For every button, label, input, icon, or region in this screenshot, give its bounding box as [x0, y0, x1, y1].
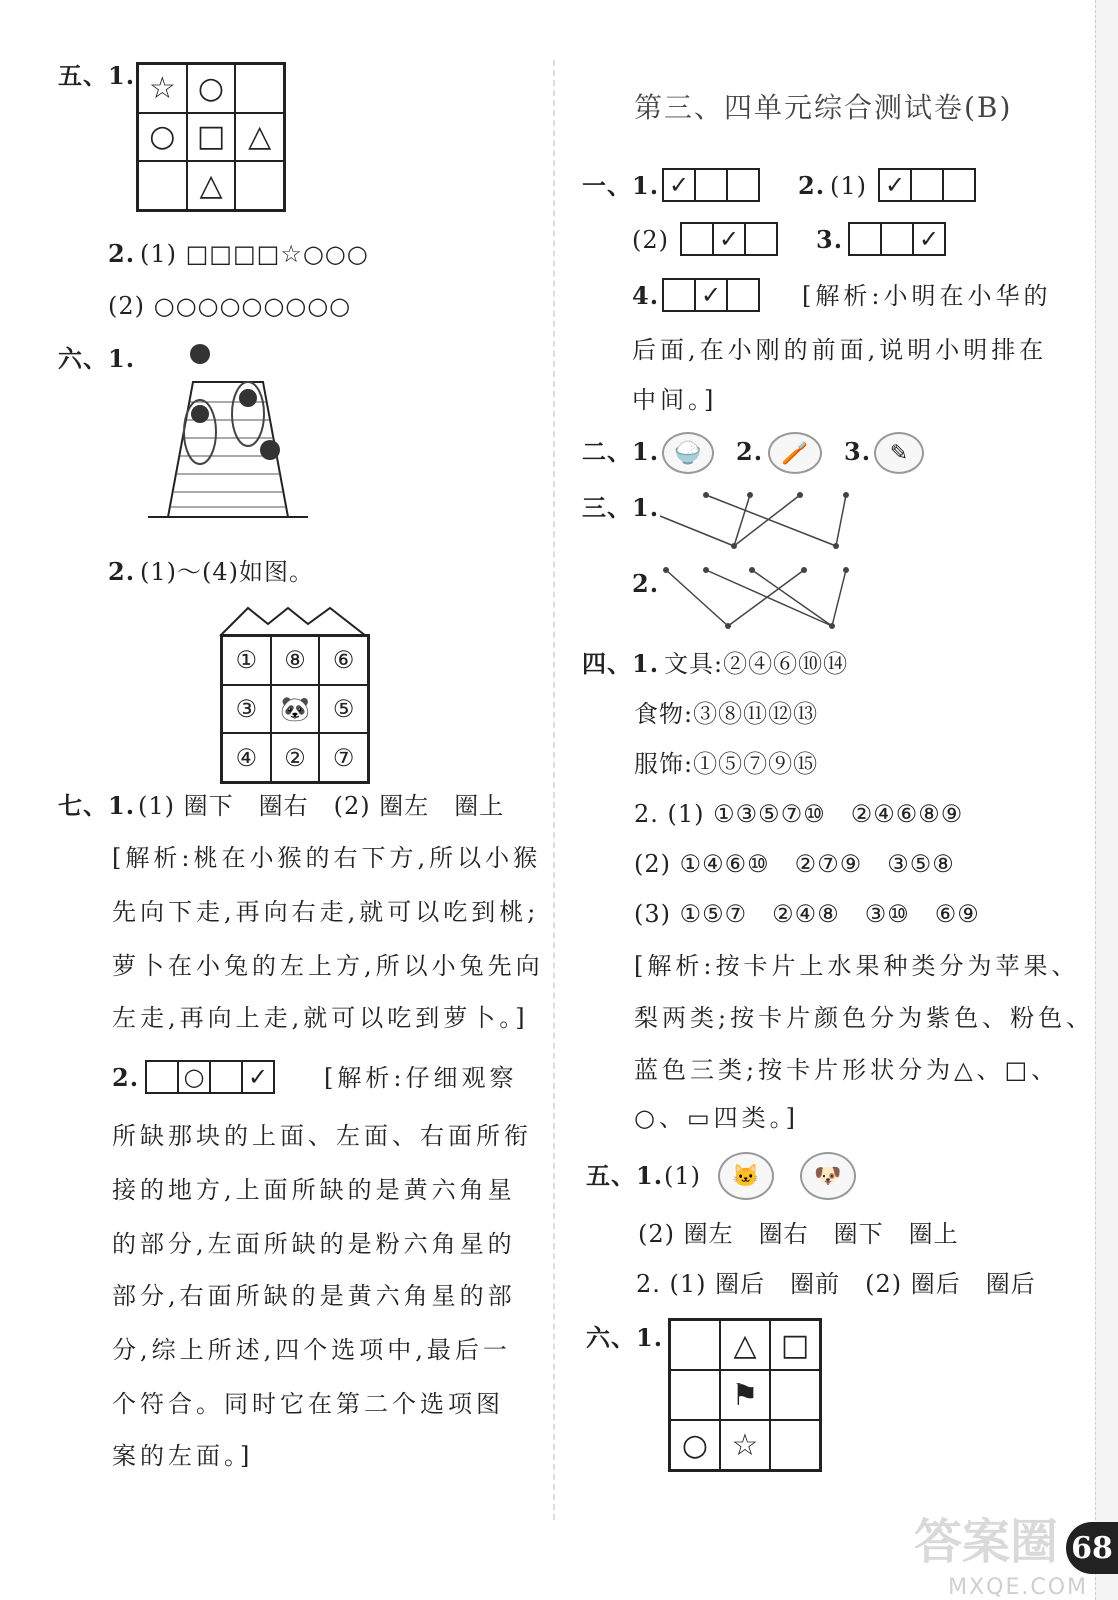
dog-icon: 🐶	[800, 1152, 856, 1200]
grid6-cell	[770, 1420, 820, 1470]
r-s1-analysis-2: 后面,在小刚的前面,说明小明排在	[632, 336, 1048, 364]
grid5-cell: △	[187, 161, 236, 210]
matching-lines-2	[656, 560, 856, 632]
s7-analysis-1: [解析:桃在小猴的右下方,所以小猴	[112, 844, 542, 872]
r-s4-l3: 服饰:①⑤⑦⑨⑮	[634, 750, 819, 778]
house-cell: ⑥	[319, 636, 368, 685]
s7-q2-analysis-3: 的部分,左面所缺的是粉六角星的	[112, 1230, 516, 1258]
r-s4-l5: (2) ①④⑥⑩ ②⑦⑨ ③⑤⑧	[634, 850, 955, 878]
answer-box: ✓	[912, 222, 946, 256]
house-cell: ⑤	[319, 685, 368, 734]
house-cell: ⑧	[271, 636, 320, 685]
grid5-cell: ○	[187, 64, 236, 113]
staircase-illustration	[138, 342, 318, 524]
s7-analysis-3: 萝卜在小兔的左上方,所以小兔先向	[112, 952, 544, 980]
r-s4-l2: 食物:③⑧⑪⑫⑬	[634, 700, 819, 728]
comb-icon: ✎	[874, 432, 924, 474]
answer-box	[680, 222, 714, 256]
watermark-text: MXQE.COM	[948, 1575, 1088, 1600]
s7-q2-analysis-4: 部分,右面所缺的是黄六角星的部	[112, 1282, 516, 1310]
s7-l1: (1) 圈下 圈右 (2) 圈左 圈上	[138, 792, 505, 820]
answer-box	[726, 278, 760, 312]
grid6-cell: ☆	[720, 1420, 770, 1470]
grid6-cell: ⚑	[720, 1370, 770, 1420]
section-7-label: 七、1.	[58, 791, 136, 820]
answer-box: ○	[177, 1060, 211, 1094]
s5-q2-label: 2.	[108, 239, 136, 268]
grid5-cell: ○	[138, 113, 187, 162]
column-divider	[553, 60, 555, 1520]
grid5-cell: △	[235, 113, 284, 162]
right-column	[560, 0, 1118, 1600]
watermark-logo: 答案圈	[913, 1514, 1058, 1570]
r-s1-q2b-boxes	[680, 222, 776, 256]
house-roof	[218, 606, 368, 636]
grid6-cell	[670, 1370, 720, 1420]
r-s4-l6: (3) ①⑤⑦ ②④⑧ ③⑩ ⑥⑨	[634, 900, 980, 928]
answer-box: ✓	[694, 278, 728, 312]
grid5-cell	[235, 161, 284, 210]
s7-analysis-4: 左走,再向上走,就可以吃到萝卜。]	[112, 1004, 529, 1032]
house-grid	[220, 634, 370, 784]
r-s5-l1: (1)	[664, 1162, 701, 1190]
toothbrush-icon: 🪥	[768, 432, 822, 474]
r-s2-q3-label: 3.	[844, 437, 872, 466]
s7-q2-boxes	[145, 1060, 273, 1094]
grid5-cell: □	[187, 113, 236, 162]
r-s1-label: 一、1.	[582, 171, 660, 200]
answer-box	[910, 168, 944, 202]
answer-box	[209, 1060, 243, 1094]
grid5-cell	[235, 64, 284, 113]
rice-bowl-icon: 🍚	[662, 432, 714, 474]
answer-grid-6	[668, 1318, 822, 1472]
answer-box	[145, 1060, 179, 1094]
answer-box: ✓	[662, 168, 696, 202]
r-s1-q4-boxes	[662, 278, 758, 312]
r-s3-label: 三、1.	[582, 493, 660, 522]
r-s1-q3-boxes	[848, 222, 944, 256]
s7-q2-analysis-2: 接的地方,上面所缺的是黄六角星	[112, 1176, 516, 1204]
grid5-cell: ☆	[138, 64, 187, 113]
r-s4-analysis-1: [解析:按卡片上水果种类分为苹果、	[634, 952, 1080, 980]
grid6-cell: △	[720, 1320, 770, 1370]
answer-box	[726, 168, 760, 202]
r-s1-q1-boxes	[662, 168, 758, 202]
s6-q2-label: 2.	[108, 557, 136, 586]
section-5-label: 五、1.	[58, 61, 136, 90]
r-s4-analysis-2: 梨两类;按卡片颜色分为紫色、粉色、	[634, 1004, 1095, 1032]
r-s1-q2b-label: (2)	[632, 226, 669, 254]
r-s1-q2-label: 2.	[798, 171, 826, 200]
house-cell: ②	[271, 733, 320, 782]
r-s4-analysis-3: 蓝色三类;按卡片形状分为△、□、	[634, 1056, 1060, 1084]
section-title: 第三、四单元综合测试卷(B)	[634, 91, 1013, 124]
r-s4-l4: 2. (1) ①③⑤⑦⑩ ②④⑥⑧⑨	[634, 800, 964, 828]
answer-box	[880, 222, 914, 256]
s7-q2-label: 2.	[112, 1063, 140, 1092]
grid6-cell	[670, 1320, 720, 1370]
grid6-cell: □	[770, 1320, 820, 1370]
r-s4-label: 四、1.	[582, 649, 660, 678]
answer-box	[694, 168, 728, 202]
answer-box	[848, 222, 882, 256]
r-s5-l2: (2) 圈左 圈右 圈下 圈上	[638, 1220, 959, 1248]
answer-grid-5	[136, 62, 286, 212]
answer-box	[662, 278, 696, 312]
r-s2-q2-label: 2.	[736, 437, 764, 466]
r-s5-label: 五、1.	[586, 1161, 664, 1190]
house-cell: ④	[222, 733, 271, 782]
answer-box: ✓	[241, 1060, 275, 1094]
s7-q2-analysis-6: 个符合。同时它在第二个选项图	[112, 1390, 504, 1418]
s6-q2-text: (1)～(4)如图。	[140, 558, 314, 586]
answer-box: ✓	[712, 222, 746, 256]
r-s6-label: 六、1.	[586, 1323, 664, 1352]
r-s1-q2a-boxes	[878, 168, 974, 202]
r-s4-analysis-4: ○、▭四类。]	[634, 1104, 799, 1132]
house-cell: 🐼	[271, 685, 320, 734]
answer-box	[942, 168, 976, 202]
r-s1-q3-label: 3.	[816, 225, 844, 254]
s7-analysis-2: 先向下走,再向右走,就可以吃到桃;	[112, 898, 540, 926]
r-s1-analysis-1: [解析:小明在小华的	[802, 282, 1052, 310]
house-cell: ⑦	[319, 733, 368, 782]
matching-lines-1	[650, 486, 860, 556]
house-cell: ③	[222, 685, 271, 734]
section-6-label: 六、1.	[58, 344, 136, 373]
answer-box	[744, 222, 778, 256]
r-s3-q2-label: 2.	[632, 569, 660, 598]
r-s5-l3: 2. (1) 圈后 圈前 (2) 圈后 圈后	[636, 1270, 1036, 1298]
s5-q2a: (1) □□□□☆○○○	[140, 240, 369, 268]
s5-q2b: (2) ○○○○○○○○○	[108, 292, 352, 320]
s7-q2-analysis-5: 分,综上所述,四个选项中,最后一	[112, 1336, 511, 1364]
page-number: 68	[1066, 1522, 1118, 1574]
s7-q2-analysis-7: 案的左面。]	[112, 1442, 254, 1470]
r-s1-analysis-3: 中间。]	[632, 386, 718, 414]
s7-q2-analysis-0: [解析:仔细观察	[324, 1064, 518, 1092]
cat-icon: 🐱	[718, 1152, 774, 1200]
house-cell: ①	[222, 636, 271, 685]
grid6-cell	[770, 1370, 820, 1420]
r-s1-q2a-label: (1)	[830, 172, 867, 200]
grid6-cell: ○	[670, 1420, 720, 1470]
page-edge	[1095, 0, 1118, 1600]
s7-q2-analysis-1: 所缺那块的上面、左面、右面所衔	[112, 1122, 532, 1150]
answer-box: ✓	[878, 168, 912, 202]
r-s1-q4-label: 4.	[632, 281, 660, 310]
r-s2-label: 二、1.	[582, 437, 660, 466]
grid5-cell	[138, 161, 187, 210]
r-s4-l1: 文具:②④⑥⑩⑭	[664, 650, 849, 678]
